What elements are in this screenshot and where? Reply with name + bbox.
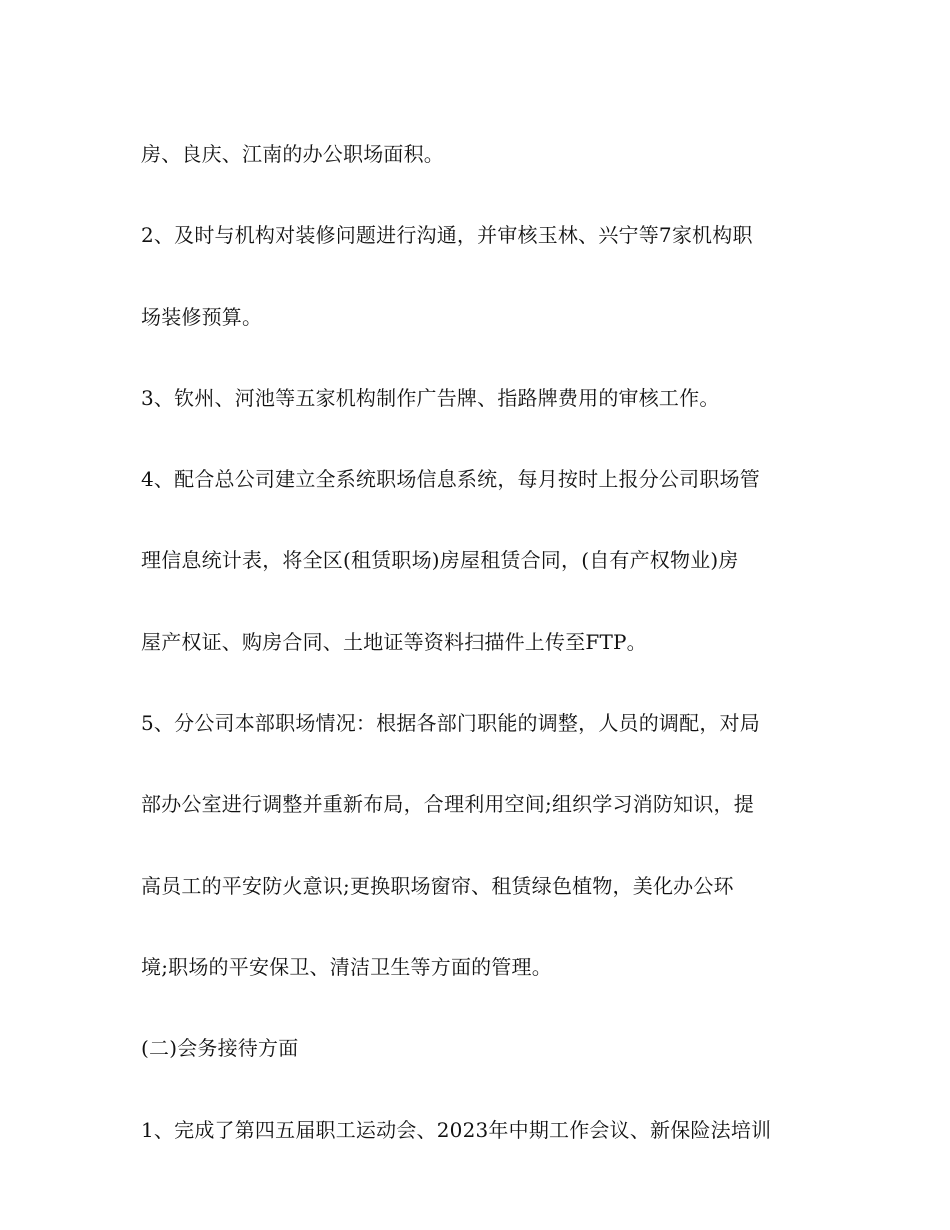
text-line: 高员工的平安防火意识;更换职场窗帘、租赁绿色植物，美化办公环: [141, 873, 734, 898]
text-line: 部办公室进行调整并重新布局，合理利用空间;组织学习消防知识，提: [141, 792, 754, 817]
section-heading: (二)会务接待方面: [141, 1036, 299, 1061]
text-line: 2、及时与机构对装修问题进行沟通，并审核玉林、兴宁等7家机构职: [141, 223, 753, 248]
text-line: 境;职场的平安保卫、清洁卫生等方面的管理。: [141, 954, 552, 979]
text-line: 房、良庆、江南的办公职场面积。: [141, 142, 444, 166]
text-line: 5、分公司本部职场情况：根据各部门职能的调整，人员的调配，对局: [141, 711, 760, 736]
text-line: 1、完成了第四五届职工运动会、2023年中期工作会议、新保险法培训: [141, 1117, 772, 1142]
text-line: 4、配合总公司建立全系统职场信息系统，每月按时上报分公司职场管: [141, 467, 760, 492]
text-line: 场装修预算。: [141, 304, 263, 329]
text-line: 3、钦州、河池等五家机构制作广告牌、指路牌费用的审核工作。: [141, 385, 720, 410]
text-line: 屋产权证、购房合同、土地证等资料扫描件上传至FTP。: [141, 629, 647, 654]
document-body: [141, 136, 821, 1193]
text-line: 理信息统计表，将全区(租赁职场)房屋租赁合同，(自有产权物业)房: [141, 548, 739, 573]
